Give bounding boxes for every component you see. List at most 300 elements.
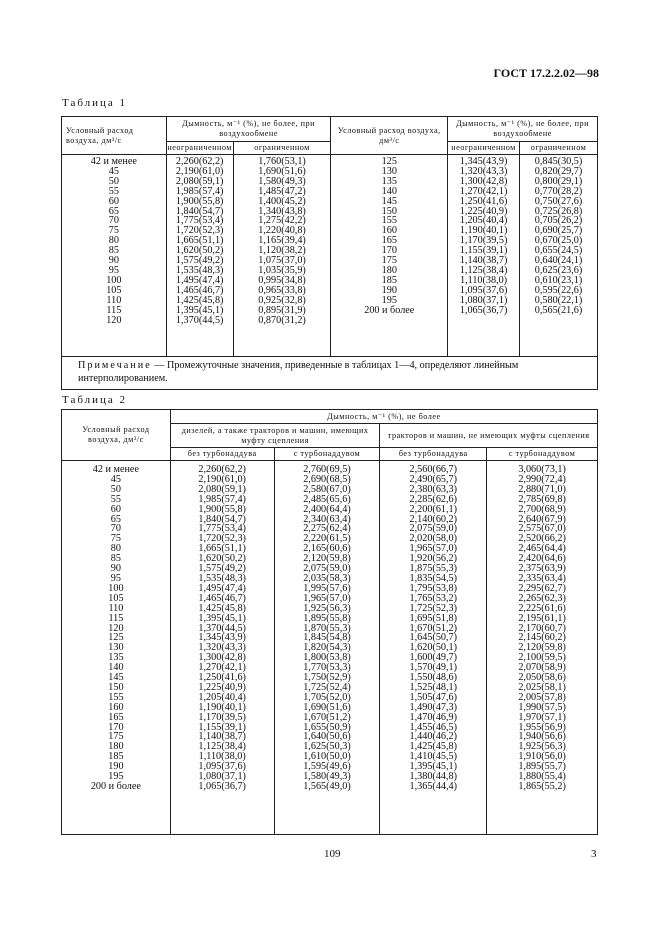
table-cell: 1,155(39,1)	[198, 721, 246, 733]
table-cell: 1,620(50,2)	[198, 553, 246, 565]
table-cell: 180	[381, 264, 397, 276]
table-cell: 1,395(45,1)	[175, 304, 224, 316]
table-cell: 0,965(33,8)	[258, 284, 306, 296]
table-cell: 135	[108, 652, 124, 664]
table-cell: 110	[106, 294, 122, 306]
table-cell: 2,760(69,5)	[303, 464, 351, 475]
table-cell: 0,565(21,6)	[534, 304, 583, 316]
table-cell: 1,425(45,8)	[409, 741, 458, 753]
table-cell: 45	[110, 473, 121, 485]
table-cell: 2,190(61,0)	[198, 473, 246, 485]
table-cell: 145	[381, 195, 397, 207]
table-cell: 2,220(61,5)	[303, 533, 351, 545]
table-cell: 2,005(57,8)	[518, 691, 566, 703]
table-cell: 110	[108, 602, 124, 614]
t1-header-flow-right: Условный расход воздуха, дм³/с	[331, 117, 448, 155]
table-cell: 1,225(40,9)	[198, 681, 246, 693]
table-cell: 1,425(45,8)	[198, 602, 246, 614]
table-cell: 140	[108, 662, 124, 674]
table-cell: 1,880(55,4)	[518, 771, 566, 783]
table-cell: 2,100(59,5)	[518, 652, 566, 664]
table-cell: 1,340(43,8)	[258, 205, 306, 217]
table-cell: 0,895(31,9)	[258, 304, 306, 316]
table-cell: 2,035(58,3)	[303, 572, 351, 584]
table1-caption: Таблица 1	[62, 97, 128, 109]
table-cell: 1,490(47,3)	[409, 701, 458, 713]
table-cell: 2,420(64,6)	[518, 553, 566, 565]
table-cell: 2,380(63,3)	[409, 483, 458, 495]
table-cell: 1,575(49,2)	[198, 563, 246, 575]
table-cell: 1,300(42,8)	[459, 175, 508, 187]
table-cell: 55	[108, 185, 119, 197]
table-cell: 70	[108, 215, 119, 227]
table-cell: 1,075(37,0)	[258, 255, 306, 267]
table-cell: 1,270(42,1)	[198, 662, 246, 674]
table-cell: 1,345(43,9)	[198, 632, 246, 644]
table-cell: 42 и менее	[92, 464, 139, 475]
t2-header-smoke: Дымность, м⁻¹ (%), не более	[170, 410, 597, 424]
table-cell: 1,770(53,3)	[303, 662, 351, 674]
table-cell: 0,800(29,1)	[534, 175, 583, 187]
table-cell: 1,270(42,1)	[459, 185, 508, 197]
table-cell: 2,165(60,6)	[303, 543, 351, 555]
t1-limited-left-col	[233, 155, 331, 357]
table-cell: 1,465(46,7)	[198, 592, 246, 604]
table-cell: 1,720(52,3)	[175, 225, 224, 237]
table-cell: 120	[106, 314, 122, 326]
table-cell: 185	[108, 751, 124, 763]
table-cell: 2,275(62,4)	[303, 523, 351, 535]
table-cell: 1,775(53,4)	[175, 215, 224, 227]
table-cell: 2,490(65,7)	[409, 473, 458, 485]
table-cell: 175	[381, 255, 397, 267]
table-cell: 1,720(52,3)	[198, 533, 246, 545]
t2-header-flow: Условный расход воздуха, дм³/с	[62, 410, 171, 461]
table-cell: 1,920(56,2)	[409, 553, 458, 565]
table-cell: 60	[110, 503, 121, 515]
table-cell: 1,550(48,6)	[409, 672, 458, 684]
table-cell: 1,410(45,5)	[409, 751, 458, 763]
table-cell: 1,275(42,2)	[258, 215, 306, 227]
table-cell: 2,075(59,0)	[303, 563, 351, 575]
table-cell: 2,265(62,3)	[518, 592, 566, 604]
table-cell: 1,370(44,5)	[175, 314, 224, 326]
table-cell: 1,110(38,0)	[198, 751, 246, 763]
table-cell: 1,250(41,6)	[198, 672, 246, 684]
table-cell: 115	[108, 612, 124, 624]
table-cell: 200 и более	[90, 781, 141, 792]
table-cell: 155	[108, 691, 124, 703]
table-cell: 165	[381, 235, 397, 247]
table-cell: 2,340(63,4)	[303, 513, 351, 525]
t2-header-g2-turbo: с турбонаддувом	[487, 448, 598, 461]
table-cell: 42 и менее	[90, 156, 137, 167]
table-cell: 1,225(40,9)	[459, 205, 508, 217]
table-cell: 55	[110, 493, 121, 505]
t1-limited-right-col	[520, 155, 598, 357]
table-cell: 1,985(57,4)	[198, 493, 246, 505]
t2-g1-turbo-col	[274, 461, 380, 835]
note-label: Примечание	[78, 360, 152, 371]
table-cell: 160	[381, 225, 397, 237]
table-cell: 1,670(51,2)	[409, 622, 458, 634]
t1-header-unlimited-left: неограниченном	[166, 142, 233, 155]
table-cell: 1,035(35,9)	[258, 264, 306, 276]
table-cell: 1,875(55,3)	[409, 563, 458, 575]
t1-header-limited-right: ограниченном	[520, 142, 598, 155]
table-cell: 1,670(51,2)	[303, 711, 351, 723]
table-cell: 1,965(57,0)	[409, 543, 458, 555]
table-cell: 1,610(50,0)	[303, 751, 351, 763]
table-cell: 1,485(47,2)	[258, 185, 306, 197]
t2-g2-no-turbo-col	[380, 461, 487, 835]
table-cell: 1,120(38,2)	[258, 245, 306, 257]
table-cell: 70	[110, 523, 121, 535]
table-cell: 2,260(62,2)	[175, 156, 224, 167]
table-cell: 0,725(26,8)	[534, 205, 583, 217]
table-cell: 2,640(67,9)	[518, 513, 566, 525]
table-cell: 1,505(47,6)	[409, 691, 458, 703]
table-cell: 1,400(45,2)	[258, 195, 306, 207]
t1-header-smoke-left: Дымность, м⁻¹ (%), не более, при воздухообмене	[166, 117, 331, 142]
table-cell: 1,840(54,7)	[175, 205, 224, 217]
t2-header-g2-no-turbo: без турбонаддува	[380, 448, 487, 461]
table-cell: 140	[381, 185, 397, 197]
table-cell: 1,110(38,0)	[459, 274, 508, 286]
table-cell: 165	[108, 711, 124, 723]
table-cell: 1,535(48,3)	[198, 572, 246, 584]
table-cell: 1,380(44,8)	[409, 771, 458, 783]
table-cell: 190	[381, 284, 397, 296]
table-cell: 100	[108, 582, 124, 594]
table-cell: 1,665(51,1)	[175, 235, 224, 247]
table-cell: 1,495(47,4)	[175, 274, 224, 286]
table-cell: 1,140(38,7)	[198, 731, 246, 743]
table-cell: 125	[108, 632, 124, 644]
t2-header-group2: тракторов и машин, не имеющих муфты сцепления	[380, 424, 598, 448]
table-cell: 1,455(46,5)	[409, 721, 458, 733]
table-cell: 1,525(48,1)	[409, 681, 458, 693]
table-cell: 1,300(42,8)	[198, 652, 246, 664]
table-cell: 0,610(23,1)	[534, 274, 583, 286]
table-cell: 1,775(53,4)	[198, 523, 246, 535]
table-cell: 2,080(59,1)	[175, 175, 224, 187]
table-cell: 1,395(45,1)	[409, 761, 458, 773]
t1-flow-right-col	[331, 155, 448, 357]
table-cell: 1,970(57,1)	[518, 711, 566, 723]
table-cell: 1,895(55,7)	[518, 761, 566, 773]
table-cell: 1,320(43,3)	[198, 642, 246, 654]
table-cell: 75	[110, 533, 121, 545]
table-cell: 0,870(31,2)	[258, 314, 306, 326]
table-cell: 1,125(38,4)	[198, 741, 246, 753]
table-cell: 1,840(54,7)	[198, 513, 246, 525]
table2	[61, 409, 598, 835]
table-cell: 1,250(41,6)	[459, 195, 508, 207]
table-cell: 1,620(50,1)	[409, 642, 458, 654]
table-cell: 1,370(44,5)	[198, 622, 246, 634]
table-cell: 175	[108, 731, 124, 743]
table-cell: 2,335(63,4)	[518, 572, 566, 584]
table1	[61, 116, 598, 390]
table-cell: 2,690(68,5)	[303, 473, 351, 485]
t1-unlimited-right-col	[448, 155, 520, 357]
table-cell: 1,835(54,5)	[409, 572, 458, 584]
table-cell: 0,770(28,2)	[534, 185, 583, 197]
note-text: — Промежуточные значения, приведенные в таблицах 1—4, определяют линейным интерполированием.	[78, 360, 519, 384]
document-code: ГОСТ 17.2.2.02—98	[493, 66, 599, 80]
table-cell: 150	[381, 205, 397, 217]
table-cell: 155	[381, 215, 397, 227]
table-cell: 115	[106, 304, 122, 316]
table-cell: 1,170(39,5)	[198, 711, 246, 723]
table-cell: 2,020(58,0)	[409, 533, 458, 545]
table-cell: 1,190(40,1)	[198, 701, 246, 713]
t1-header-unlimited-right: неограниченном	[448, 142, 520, 155]
sheet-number: 3	[591, 848, 597, 860]
table-cell: 2,145(60,2)	[518, 632, 566, 644]
table-cell: 200 и более	[364, 304, 415, 316]
table-cell: 65	[108, 205, 119, 217]
table-cell: 3,060(73,1)	[518, 464, 566, 475]
table-cell: 95	[108, 264, 119, 276]
table-cell: 2,465(64,4)	[518, 543, 566, 555]
table-cell: 65	[110, 513, 121, 525]
table-cell: 1,095(37,6)	[459, 284, 508, 296]
t1-flow-left-col	[62, 155, 167, 357]
table-cell: 60	[108, 195, 119, 207]
table-cell: 1,535(48,3)	[175, 264, 224, 276]
table-cell: 75	[108, 225, 119, 237]
table-cell: 0,595(22,6)	[534, 284, 583, 296]
table-cell: 0,580(22,1)	[534, 294, 583, 306]
table-cell: 130	[381, 165, 397, 177]
table-cell: 2,075(59,0)	[409, 523, 458, 535]
table-cell: 80	[110, 543, 121, 555]
table-cell: 1,365(44,4)	[409, 781, 458, 792]
table-cell: 145	[108, 672, 124, 684]
table-cell: 90	[108, 255, 119, 267]
table-cell: 1,220(40,8)	[258, 225, 306, 237]
table-cell: 1,580(49,3)	[303, 771, 351, 783]
table-cell: 1,795(53,8)	[409, 582, 458, 594]
table-cell: 2,025(58,1)	[518, 681, 566, 693]
table-cell: 2,190(61,0)	[175, 165, 224, 177]
table-cell: 1,165(39,4)	[258, 235, 306, 247]
t2-g1-no-turbo-col	[170, 461, 274, 835]
table-cell: 1,565(49,0)	[303, 781, 351, 792]
table-cell: 1,640(50,6)	[303, 731, 351, 743]
table-cell: 185	[381, 274, 397, 286]
table-cell: 0,845(30,5)	[534, 156, 583, 167]
table-cell: 1,080(37,1)	[459, 294, 508, 306]
table-cell: 1,725(52,3)	[409, 602, 458, 614]
table-cell: 125	[381, 156, 397, 167]
table-cell: 1,900(55,8)	[198, 503, 246, 515]
table-cell: 1,910(56,0)	[518, 751, 566, 763]
table-cell: 50	[110, 483, 121, 495]
t1-unlimited-left-col	[166, 155, 233, 357]
table-cell: 1,425(45,8)	[175, 294, 224, 306]
table-cell: 85	[110, 553, 121, 565]
t1-header-flow-left: Условный расход воздуха, дм³/с	[62, 117, 167, 155]
table-cell: 1,665(51,1)	[198, 543, 246, 555]
table-cell: 1,575(49,2)	[175, 255, 224, 267]
table-cell: 2,170(60,7)	[518, 622, 566, 634]
table-cell: 1,925(56,3)	[518, 741, 566, 753]
table-cell: 1,580(49,3)	[258, 175, 306, 187]
table-cell: 1,155(39,1)	[459, 245, 508, 257]
table-cell: 1,820(54,3)	[303, 642, 351, 654]
table-cell: 2,285(62,6)	[409, 493, 458, 505]
table-cell: 0,625(23,6)	[534, 264, 583, 276]
table-cell: 1,895(55,8)	[303, 612, 351, 624]
table-cell: 135	[381, 175, 397, 187]
table-cell: 0,655(24,5)	[534, 245, 583, 257]
table-cell: 1,125(38,4)	[459, 264, 508, 276]
table-cell: 2,580(67,0)	[303, 483, 351, 495]
table-cell: 2,400(64,4)	[303, 503, 351, 515]
table-cell: 0,925(32,8)	[258, 294, 306, 306]
table-cell: 1,095(37,6)	[198, 761, 246, 773]
table-cell: 2,120(59,8)	[518, 642, 566, 654]
table-cell: 1,750(52,9)	[303, 672, 351, 684]
table-cell: 1,765(53,2)	[409, 592, 458, 604]
table-cell: 1,465(46,7)	[175, 284, 224, 296]
table-cell: 2,260(62,2)	[198, 464, 246, 475]
table-cell: 95	[110, 572, 121, 584]
table-cell: 100	[106, 274, 122, 286]
t2-g2-turbo-col	[487, 461, 598, 835]
table-cell: 0,690(25,7)	[534, 225, 583, 237]
table-cell: 150	[108, 681, 124, 693]
table-cell: 2,700(68,9)	[518, 503, 566, 515]
table-cell: 1,965(57,0)	[303, 592, 351, 604]
table-cell: 1,655(50,9)	[303, 721, 351, 733]
table-cell: 1,690(51,6)	[303, 701, 351, 713]
table-cell: 1,595(49,6)	[303, 761, 351, 773]
table-cell: 1,985(57,4)	[175, 185, 224, 197]
table-cell: 1,695(51,8)	[409, 612, 458, 624]
table-cell: 1,955(56,9)	[518, 721, 566, 733]
table-cell: 195	[381, 294, 397, 306]
table-cell: 2,485(65,6)	[303, 493, 351, 505]
table-cell: 0,995(34,8)	[258, 274, 306, 286]
table-cell: 195	[108, 771, 124, 783]
table-cell: 2,080(59,1)	[198, 483, 246, 495]
table-cell: 1,865(55,2)	[518, 781, 566, 792]
table-cell: 90	[110, 563, 121, 575]
table-cell: 120	[108, 622, 124, 634]
table-cell: 2,375(63,9)	[518, 563, 566, 575]
table-cell: 1,800(53,8)	[303, 652, 351, 664]
table-cell: 80	[108, 235, 119, 247]
table-cell: 1,190(40,1)	[459, 225, 508, 237]
table-cell: 1,395(45,1)	[198, 612, 246, 624]
table-cell: 1,470(46,9)	[409, 711, 458, 723]
table-cell: 1,570(49,1)	[409, 662, 458, 674]
table-cell: 0,820(29,7)	[534, 165, 583, 177]
table2-caption: Таблица 2	[62, 394, 128, 406]
table-cell: 1,870(55,3)	[303, 622, 351, 634]
t2-flow-col	[62, 461, 171, 835]
table-cell: 0,640(24,1)	[534, 255, 583, 267]
table-cell: 2,560(66,7)	[409, 464, 458, 475]
table-cell: 1,600(49,7)	[409, 652, 458, 664]
table-cell: 1,705(52,0)	[303, 691, 351, 703]
table-cell: 1,440(46,2)	[409, 731, 458, 743]
table-cell: 170	[381, 245, 397, 257]
table-cell: 1,760(53,1)	[258, 156, 306, 167]
t2-header-group1: дизелей, а также тракторов и машин, имеющих муфту сцепления	[170, 424, 380, 448]
table-cell: 2,575(67,0)	[518, 523, 566, 535]
table-cell: 2,785(69,8)	[518, 493, 566, 505]
table-cell: 1,725(52,4)	[303, 681, 351, 693]
table-cell: 2,295(62,7)	[518, 582, 566, 594]
table-cell: 2,120(59,8)	[303, 553, 351, 565]
table-cell: 1,625(50,3)	[303, 741, 351, 753]
table-cell: 1,170(39,5)	[459, 235, 508, 247]
table-cell: 1,925(56,3)	[303, 602, 351, 614]
table-cell: 1,900(55,8)	[175, 195, 224, 207]
table-cell: 1,845(54,8)	[303, 632, 351, 644]
table-cell: 1,940(56,6)	[518, 731, 566, 743]
t2-header-g1-no-turbo: без турбонаддува	[170, 448, 274, 461]
table-cell: 160	[108, 701, 124, 713]
table-cell: 1,065(36,7)	[459, 304, 508, 316]
table-cell: 2,200(61,1)	[409, 503, 458, 515]
table-cell: 1,495(47,4)	[198, 582, 246, 594]
table-cell: 85	[108, 245, 119, 257]
table-cell: 1,990(57,5)	[518, 701, 566, 713]
table-cell: 2,195(61,1)	[518, 612, 566, 624]
table-cell: 1,690(51,6)	[258, 165, 306, 177]
table-cell: 0,750(27,6)	[534, 195, 583, 207]
table-cell: 180	[108, 741, 124, 753]
table-cell: 1,205(40,4)	[459, 215, 508, 227]
table-cell: 1,205(40,4)	[198, 691, 246, 703]
table-cell: 2,050(58,6)	[518, 672, 566, 684]
table-cell: 190	[108, 761, 124, 773]
table-cell: 0,705(26,2)	[534, 215, 583, 227]
table-cell: 2,990(72,4)	[518, 473, 566, 485]
table-cell: 1,645(50,7)	[409, 632, 458, 644]
table-cell: 0,670(25,0)	[534, 235, 583, 247]
table-cell: 130	[108, 642, 124, 654]
table-cell: 1,620(50,2)	[175, 245, 224, 257]
t1-note	[62, 357, 598, 390]
table-cell: 1,140(38,7)	[459, 255, 508, 267]
table-cell: 105	[108, 592, 124, 604]
table-cell: 105	[106, 284, 122, 296]
t1-header-smoke-right: Дымность, м⁻¹ (%), не более, при воздухообмене	[448, 117, 598, 142]
table-cell: 2,520(66,2)	[518, 533, 566, 545]
table-cell: 170	[108, 721, 124, 733]
table-cell: 50	[108, 175, 119, 187]
table-cell: 1,065(36,7)	[198, 781, 246, 792]
t1-header-limited-left: ограниченном	[233, 142, 331, 155]
table-cell: 2,140(60,2)	[409, 513, 458, 525]
table-cell: 45	[108, 165, 119, 177]
table-cell: 2,880(71,0)	[518, 483, 566, 495]
table-cell: 1,320(43,3)	[459, 165, 508, 177]
table-cell: 2,070(58,9)	[518, 662, 566, 674]
table-cell: 1,995(57,6)	[303, 582, 351, 594]
table-cell: 1,345(43,9)	[459, 156, 508, 167]
table-cell: 2,225(61,6)	[518, 602, 566, 614]
t2-header-g1-turbo: с турбонаддувом	[274, 448, 380, 461]
page-number: 109	[324, 848, 341, 860]
